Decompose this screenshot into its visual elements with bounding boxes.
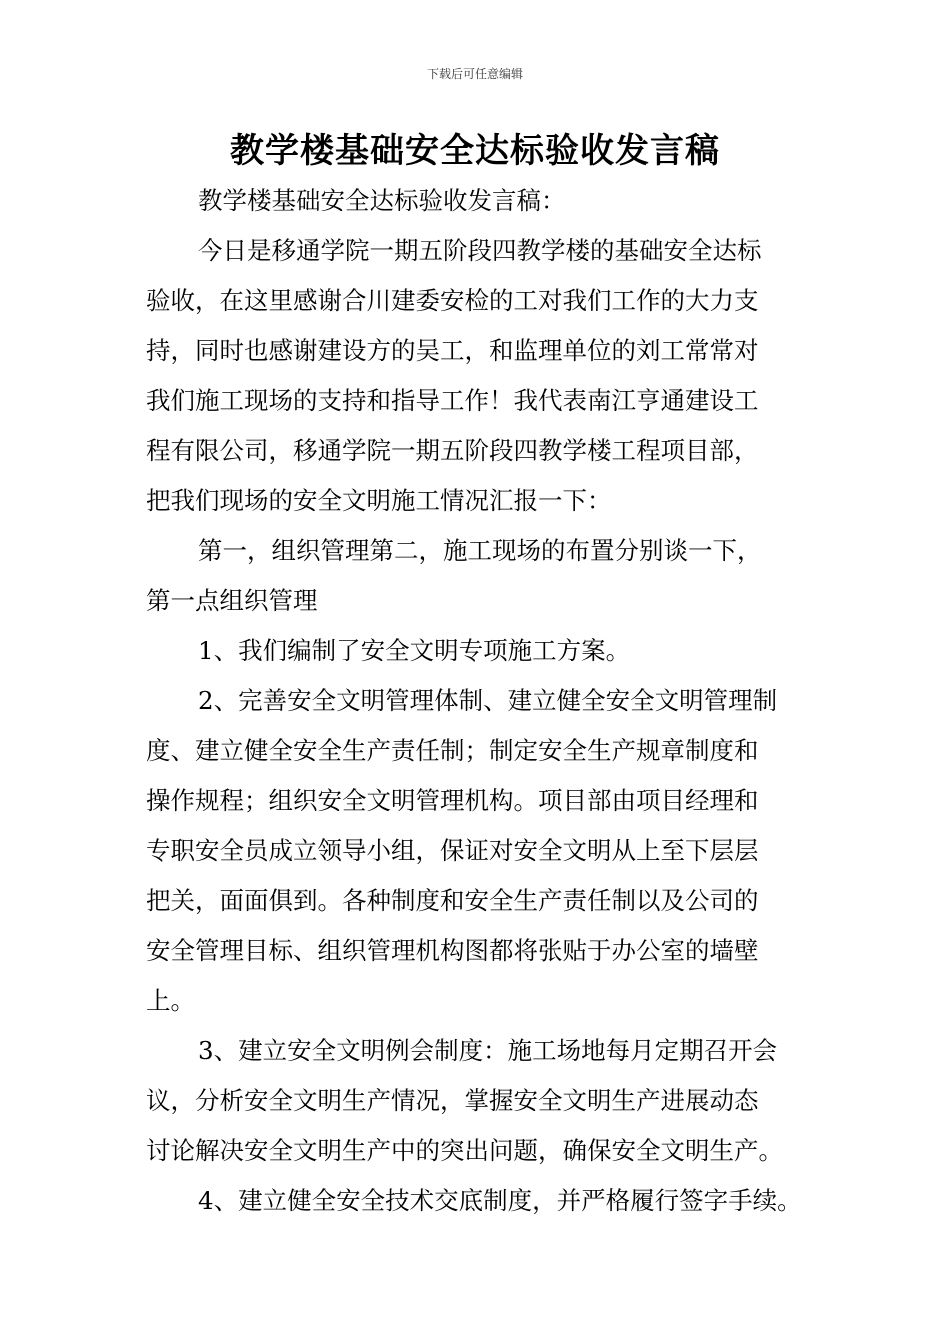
text-line: 把我们现场的安全文明施工情况汇报一下： [146, 486, 612, 515]
text-line: 把关，面面俱到。各种制度和安全生产责任制以及公司的 [146, 886, 759, 915]
text-line: 上。 [146, 986, 195, 1015]
text-line: 3、建立安全文明例会制度：施工场地每月定期召开会 [198, 1036, 778, 1065]
text-line: 安全管理目标、组织管理机构图都将张贴于办公室的墙壁 [146, 936, 759, 965]
text-line: 我们施工现场的支持和指导工作！我代表南江亨通建设工 [146, 386, 759, 415]
text-line: 教学楼基础安全达标验收发言稿： [198, 186, 566, 215]
text-line: 持，同时也感谢建设方的吴工，和监理单位的刘工常常对 [146, 336, 759, 365]
document-title: 教学楼基础安全达标验收发言稿 [230, 131, 720, 171]
text-line: 第一，组织管理第二，施工现场的布置分别谈一下， [198, 536, 762, 565]
page-header-note: 下载后可任意编辑 [426, 67, 523, 81]
text-line: 操作规程；组织安全文明管理机构。项目部由项目经理和 [146, 786, 759, 815]
text-line: 验收，在这里感谢合川建委安检的工对我们工作的大力支 [146, 286, 759, 315]
text-line: 专职安全员成立领导小组，保证对安全文明从上至下层层 [146, 836, 759, 865]
text-line: 度、建立健全安全生产责任制；制定安全生产规章制度和 [146, 736, 759, 765]
text-line: 1、我们编制了安全文明专项施工方案。 [198, 636, 631, 665]
document-body [146, 176, 826, 1226]
text-line: 第一点组织管理 [146, 586, 318, 615]
text-line: 4、建立健全安全技术交底制度，并严格履行签字手续。 [198, 1186, 802, 1215]
text-line: 议，分析安全文明生产情况，掌握安全文明生产进展动态 [146, 1086, 759, 1115]
text-line: 2、完善安全文明管理体制、建立健全安全文明管理制 [198, 686, 778, 715]
text-line: 今日是移通学院一期五阶段四教学楼的基础安全达标 [198, 236, 762, 265]
text-line: 程有限公司，移通学院一期五阶段四教学楼工程项目部， [146, 436, 759, 465]
text-line: 讨论解决安全文明生产中的突出问题，确保安全文明生产。 [146, 1136, 783, 1165]
